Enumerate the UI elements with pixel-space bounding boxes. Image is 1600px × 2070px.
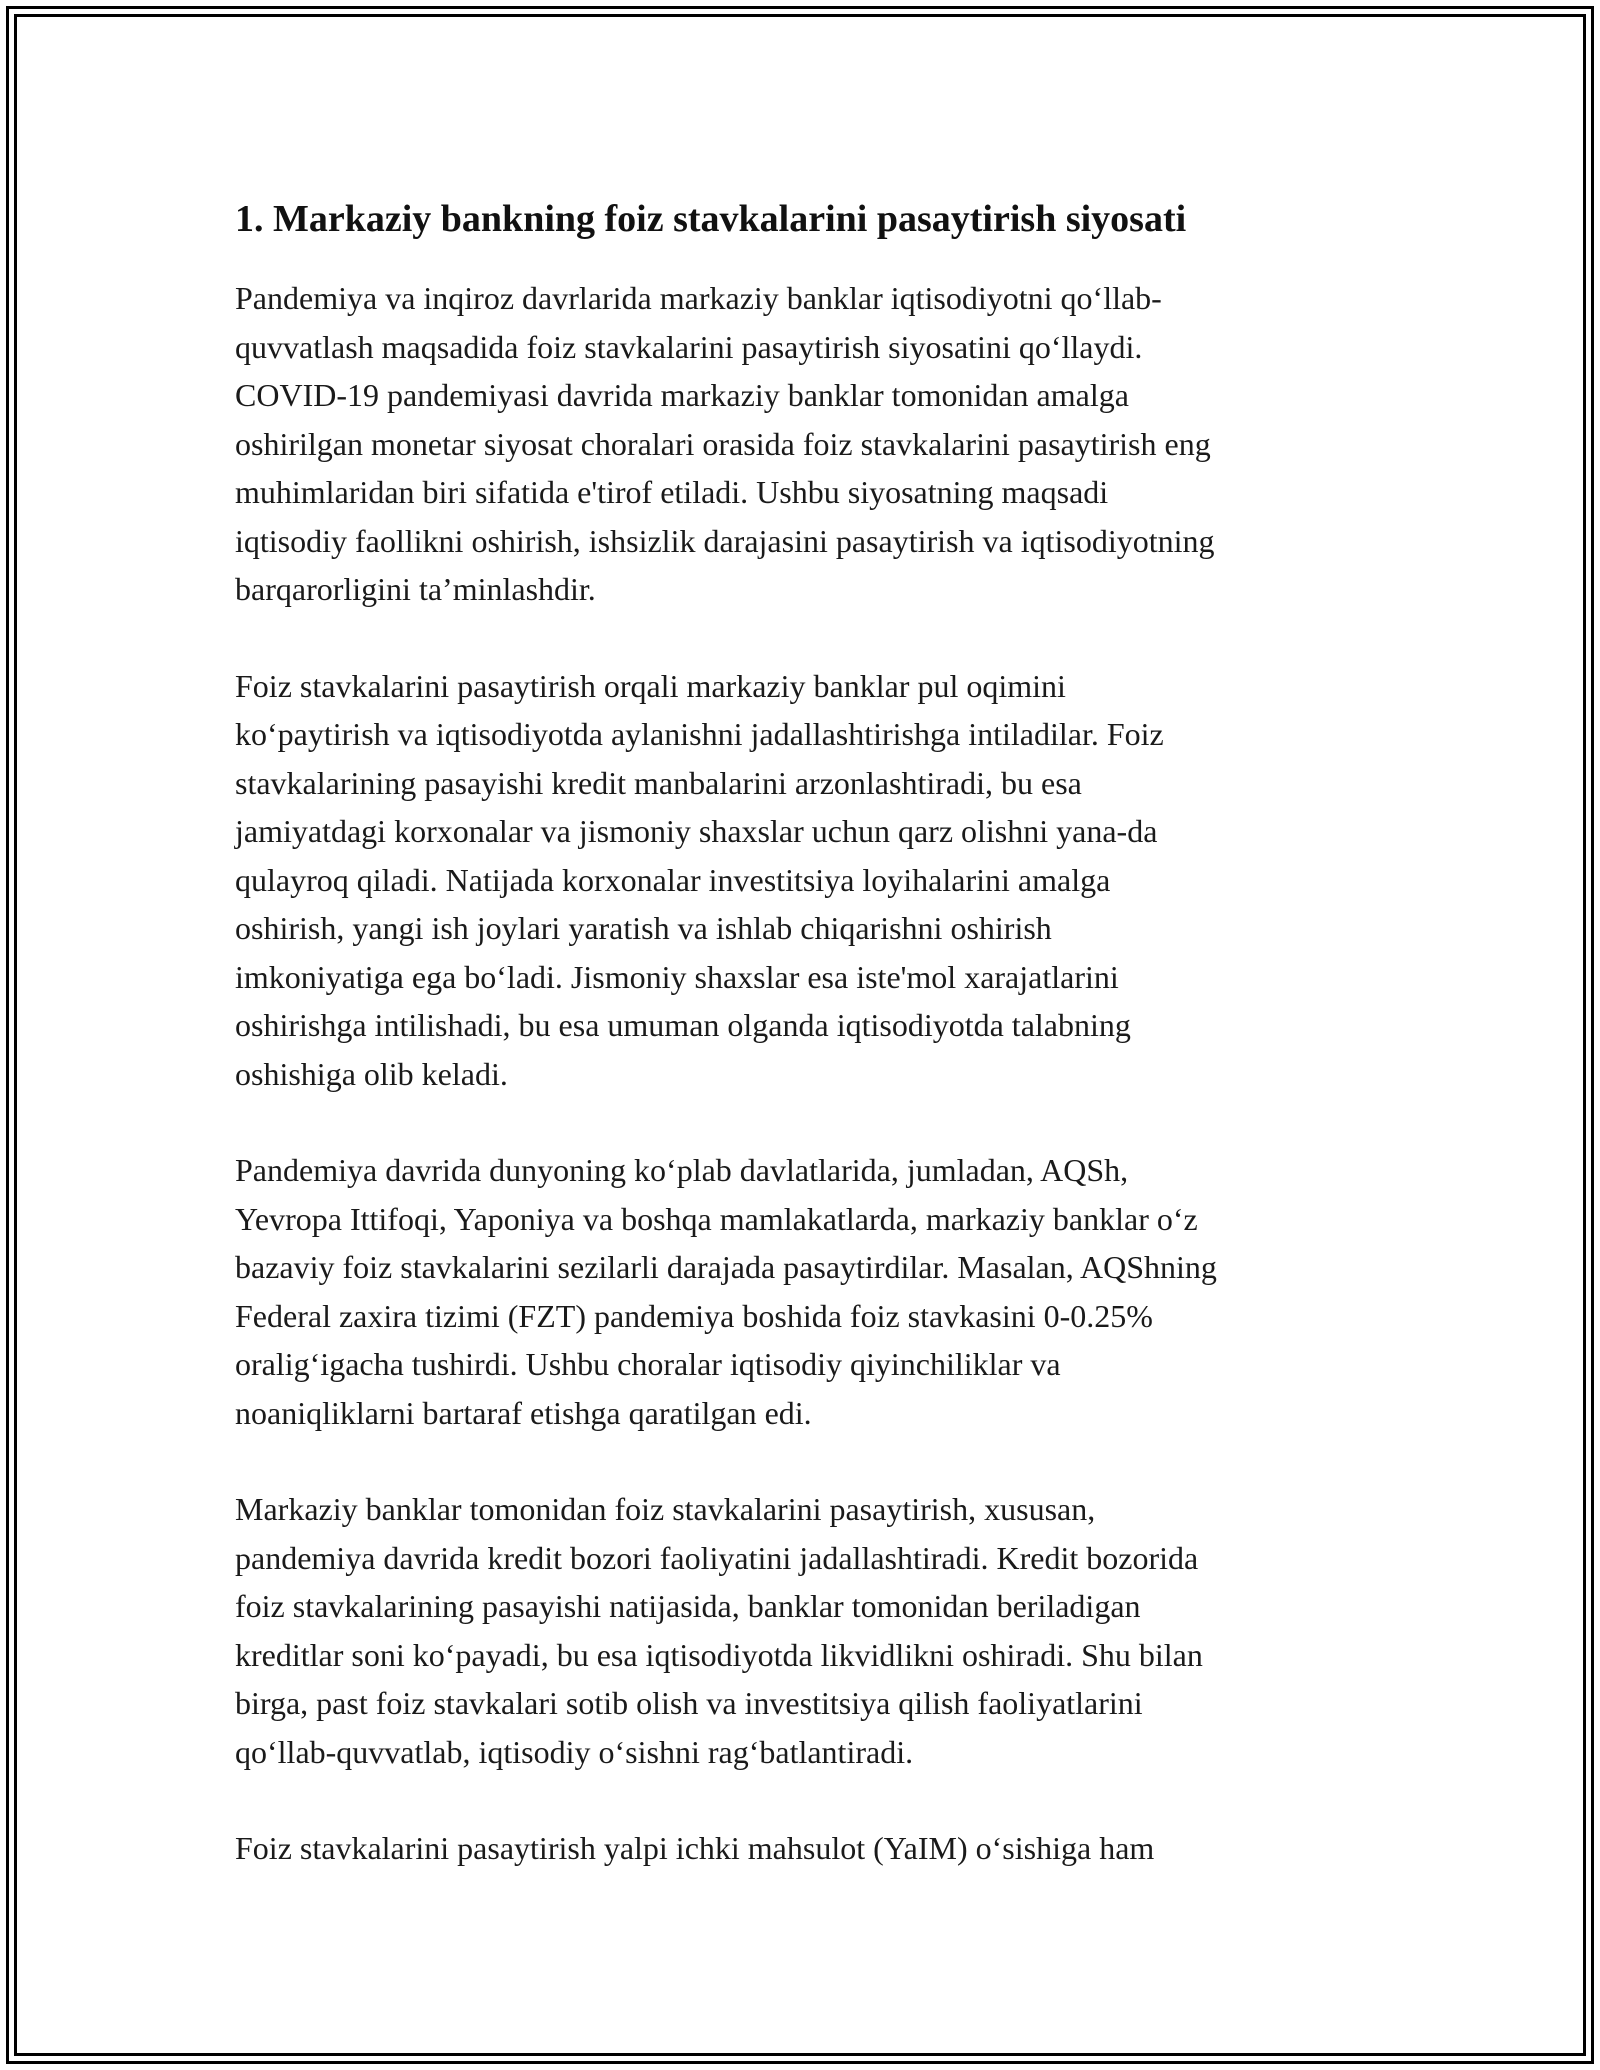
text-line: imkoniyatiga ega bo‘ladi. Jismoniy shaxslar esa iste'mol xarajatlarini — [235, 958, 1119, 995]
text-line: pandemiya davrida kredit bozori faoliyatini jadallashtiradi. Kredit bozorida — [235, 1539, 1199, 1576]
text-line: jamiyatdagi korxonalar va jismoniy shaxslar uchun qarz olishni yana-da — [235, 813, 1158, 849]
text-line: Pandemiya va inqiroz davrlarida markaziy banklar iqtisodiyotni qo‘llab- — [235, 280, 1162, 316]
text-line: Yevropa Ittifoqi, Yaponiya va boshqa mamlakatlarda, markaziy banklar o‘z — [235, 1200, 1198, 1237]
text-line: Foiz stavkalarini pasaytirish yalpi ichki mahsulot (YaIM) o‘sishiga ham — [235, 1830, 1155, 1866]
text-line: oshirishga intilishadi, bu esa umuman olganda iqtisodiyotda talabning — [235, 1007, 1131, 1043]
text-line: ko‘paytirish va iqtisodiyotda aylanishni jadallashtirishga intiladilar. Foiz — [235, 716, 1164, 752]
text-line: foiz stavkalarining pasayishi natijasida, banklar tomonidan beriladigan — [235, 1588, 1141, 1624]
paragraph — [235, 1824, 1375, 1873]
text-line: birga, past foiz stavkalari sotib olish va investitsiya qilish faoliyatlarini — [235, 1685, 1143, 1721]
text-line: oshishiga olib keladi. — [235, 1055, 508, 1092]
text-line: oshirish, yangi ish joylari yaratish va ishlab chiqarishni oshirish — [235, 910, 1052, 946]
text-line: kreditlar soni ko‘payadi, bu esa iqtisodiyotda likvidlikni oshiradi. Shu bilan — [235, 1636, 1203, 1673]
text-line: oshirilgan monetar siyosat choralari orasida foiz stavkalarini pasaytirish eng — [235, 425, 1211, 462]
text-line: qo‘llab-quvvatlab, iqtisodiy o‘sishni rag‘batlantiradi. — [235, 1733, 914, 1770]
text-line: bazaviy foiz stavkalarini sezilarli darajada pasaytirdilar. Masalan, AQShning — [235, 1249, 1217, 1285]
paragraph — [235, 274, 1375, 614]
text-line: quvvatlash maqsadida foiz stavkalarini pasaytirish siyosatini qo‘llaydi. — [235, 328, 1143, 365]
text-line: Markaziy banklar tomonidan foiz stavkalarini pasaytirish, xususan, — [235, 1491, 1096, 1527]
paragraph — [235, 662, 1375, 1099]
text-line: stavkalarining pasayishi kredit manbalarini arzonlashtiradi, bu esa — [235, 764, 1082, 801]
text-line: noaniqliklarni bartaraf etishga qaratilgan edi. — [235, 1394, 812, 1431]
text-line: iqtisodiy faollikni oshirish, ishsizlik darajasini pasaytirish va iqtisodiyotning — [235, 522, 1215, 559]
text-line: barqarorligini ta’minlashdir. — [235, 571, 596, 607]
text-line: muhimlaridan biri sifatida e'tirof etiladi. Ushbu siyosatning maqsadi — [235, 474, 1109, 510]
text-line: Federal zaxira tizimi (FZT) pandemiya boshida foiz stavkasini 0-0.25% — [235, 1297, 1153, 1334]
text-line: COVID-19 pandemiyasi davrida markaziy banklar tomonidan amalga — [235, 377, 1129, 413]
document-body — [235, 180, 1375, 1921]
paragraph — [235, 1485, 1375, 1776]
text-line: oralig‘igacha tushirdi. Ushbu choralar iqtisodiy qiyinchiliklar va — [235, 1346, 1061, 1382]
text-line: Pandemiya davrida dunyoning ko‘plab davlatlarida, jumladan, AQSh, — [235, 1152, 1129, 1188]
paragraph-list — [235, 274, 1375, 1873]
text-line: Foiz stavkalarini pasaytirish orqali markaziy banklar pul oqimini — [235, 667, 1066, 704]
section-heading: 1. Markaziy bankning foiz stavkalarini pasaytirish siyosati — [235, 198, 1187, 240]
paragraph — [235, 1146, 1375, 1437]
text-line: qulayroq qiladi. Natijada korxonalar investitsiya loyihalarini amalga — [235, 861, 1111, 898]
